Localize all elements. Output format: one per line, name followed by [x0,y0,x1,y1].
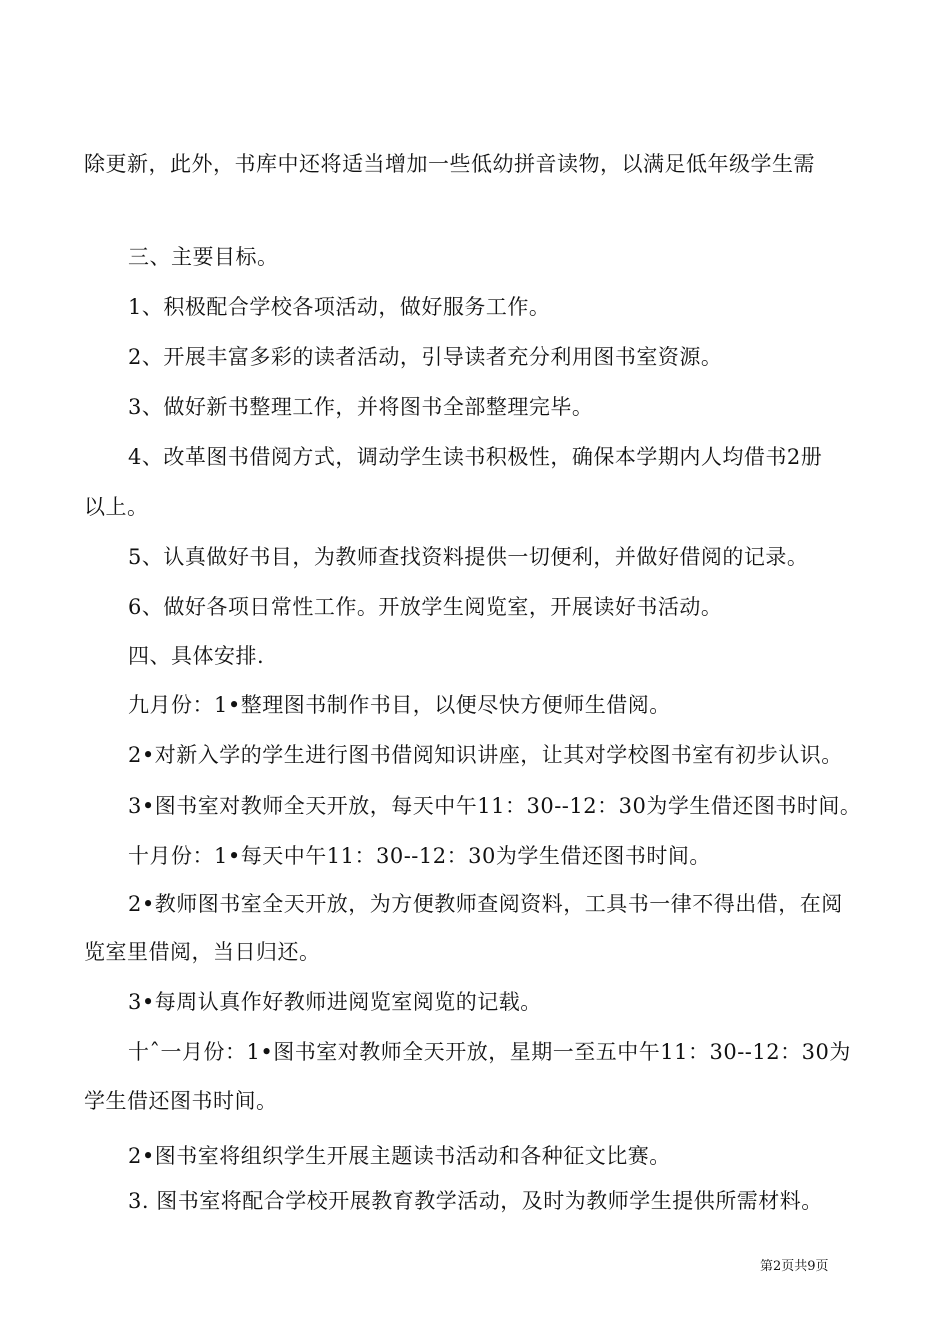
text-line: 6、做好各项日常性工作。开放学生阅览室，开展读好书活动。 [128,595,723,619]
text-line: 2•对新入学的学生进行图书借阅知识讲座，让其对学校图书室有初步认识。 [128,743,843,767]
text-line: 十月份：1•每天中午11：30--12：30为学生借还图书时间。 [128,844,711,868]
text-line: 九月份：1•整理图书制作书目，以便尽快方便师生借阅。 [128,693,671,717]
section-heading: 三、主要目标。 [128,245,279,269]
page-number: 第2页共9页 [760,1259,829,1274]
text-line: 除更新，此外，书库中还将适当增加一些低幼拼音读物，以满足低年级学生需 [84,152,815,176]
text-line: 以上。 [84,495,149,519]
text-line: 十ˆ一月份：1•图书室对教师全天开放，星期一至五中午11：30--12：30为 [128,1040,851,1064]
text-line: 学生借还图书时间。 [84,1089,278,1113]
text-line: 3、做好新书整理工作，并将图书全部整理完毕。 [128,395,594,419]
text-line: 3•每周认真作好教师进阅览室阅览的记载。 [128,990,542,1014]
text-line: 3•图书室对教师全天开放，每天中午11：30--12：30为学生借还图书时间。 [128,794,862,818]
text-line: 2•图书室将组织学生开展主题读书活动和各种征文比赛。 [128,1144,671,1168]
text-line: 4、改革图书借阅方式，调动学生读书积极性，确保本学期内人均借书2册 [128,445,823,469]
text-line: 1、积极配合学校各项活动，做好服务工作。 [128,295,551,319]
text-line: 2、开展丰富多彩的读者活动，引导读者充分利用图书室资源。 [128,345,723,369]
text-line: 5、认真做好书目，为教师查找资料提供一切便利，并做好借阅的记录。 [128,545,809,569]
text-line: 3. 图书室将配合学校开展教育教学活动，及时为教师学生提供所需材料。 [128,1189,823,1213]
text-line: 2•教师图书室全天开放，为方便教师查阅资料，工具书一律不得出借，在阅 [128,892,843,916]
text-line: 览室里借阅，当日归还。 [84,940,321,964]
section-heading: 四、具体安排. [128,644,265,668]
